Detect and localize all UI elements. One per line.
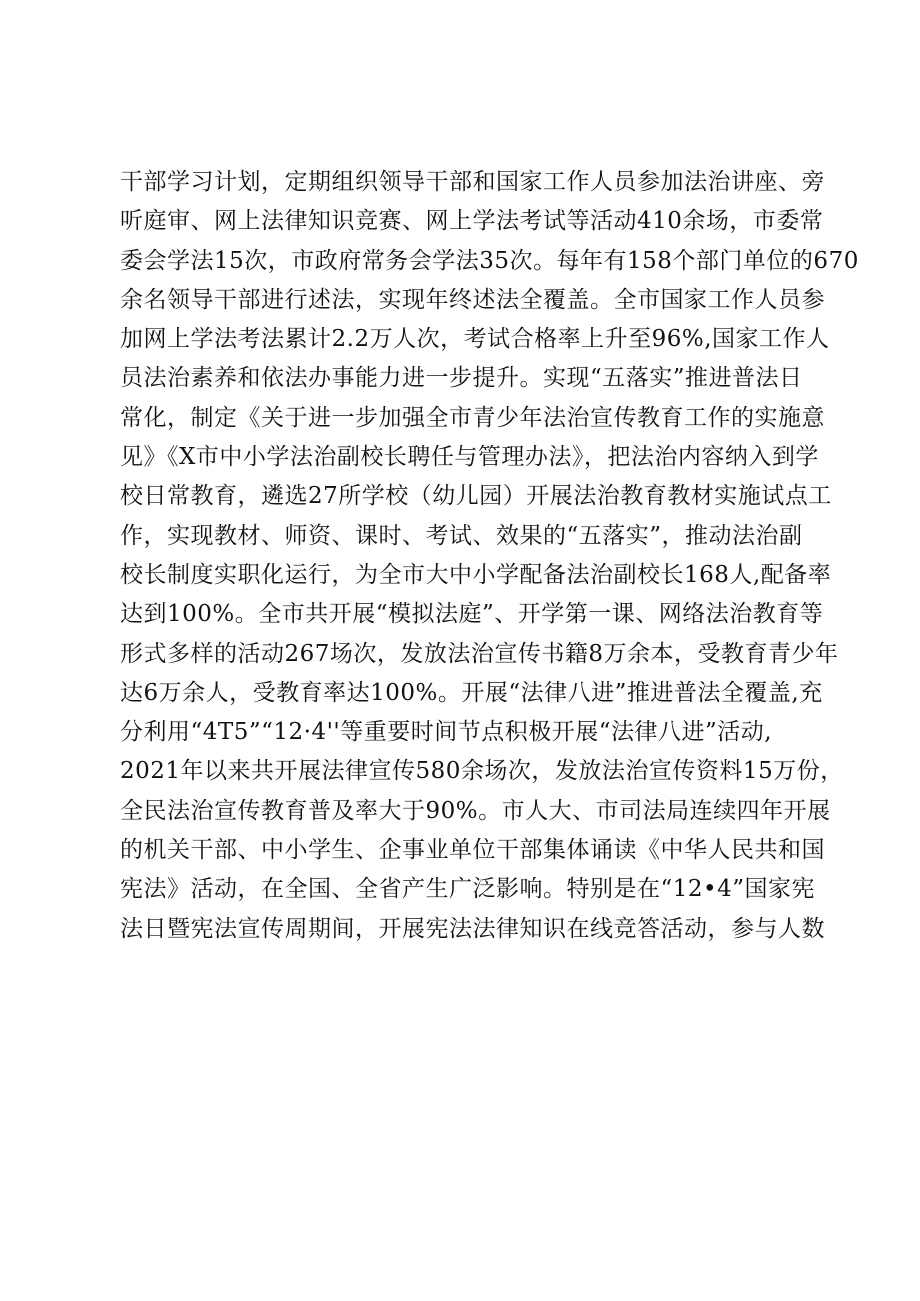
text-line: 听庭审、网上法律知识竞赛、网上学法考试等活动410余场，市委常 [120,208,824,235]
text-line: 全民法治宣传教育普及率大于90%。市人大、市司法局连续四年开展 [120,797,831,824]
body-text [120,163,859,949]
text-line: 作，实现教材、师资、课时、考试、效果的“五落实”，推动法治副 [120,522,803,549]
text-line: 达6万余人，受教育率达100%。开展“法律八进”推进普法全覆盖,充 [120,679,823,706]
text-line: 校日常教育，遴选27所学校（幼儿园）开展法治教育教材实施试点工 [120,483,832,510]
text-line: 宪法》活动，在全国、全省产生广泛影响。特别是在“12•4”国家宪 [120,876,815,903]
text-line: 形式多样的活动267场次，发放法治宣传书籍8万余本，受教育青少年 [120,640,839,667]
text-line: 校长制度实职化运行，为全市大中小学配备法治副校长168人,配备率 [120,561,832,588]
text-line: 2021年以来共开展法律宣传580余场次，发放法治宣传资料15万份， [120,758,844,785]
text-line: 法日暨宪法宣传周期间，开展宪法法律知识在线竞答活动，参与人数 [120,915,825,942]
text-line: 分利用“4T5”“12·4''等重要时间节点积极开展“法律八进”活动, [120,719,773,746]
text-line: 加网上学法考法累计2.2万人次，考试合格率上升至96%,国家工作人 [120,326,830,353]
text-line: 达到100%。全市共开展“模拟法庭”、开学第一课、网络法治教育等 [120,601,824,628]
text-line: 见》《X市中小学法治副校长聘任与管理办法》，把法治内容纳入到学 [120,444,819,471]
text-line: 委会学法15次，市政府常务会学法35次。每年有158个部门单位的670 [120,247,859,274]
text-line: 的机关干部、中小学生、企事业单位干部集体诵读《中华人民共和国 [120,837,825,864]
text-line: 余名领导干部进行述法，实现年终述法全覆盖。全市国家工作人员参 [120,286,825,313]
text-line: 干部学习计划，定期组织领导干部和国家工作人员参加法治讲座、旁 [120,169,825,195]
text-line: 常化，制定《关于进一步加强全市青少年法治宣传教育工作的实施意 [120,404,825,431]
text-line: 员法治素养和依法办事能力进一步提升。实现“五落实”推进普法日 [120,365,803,392]
